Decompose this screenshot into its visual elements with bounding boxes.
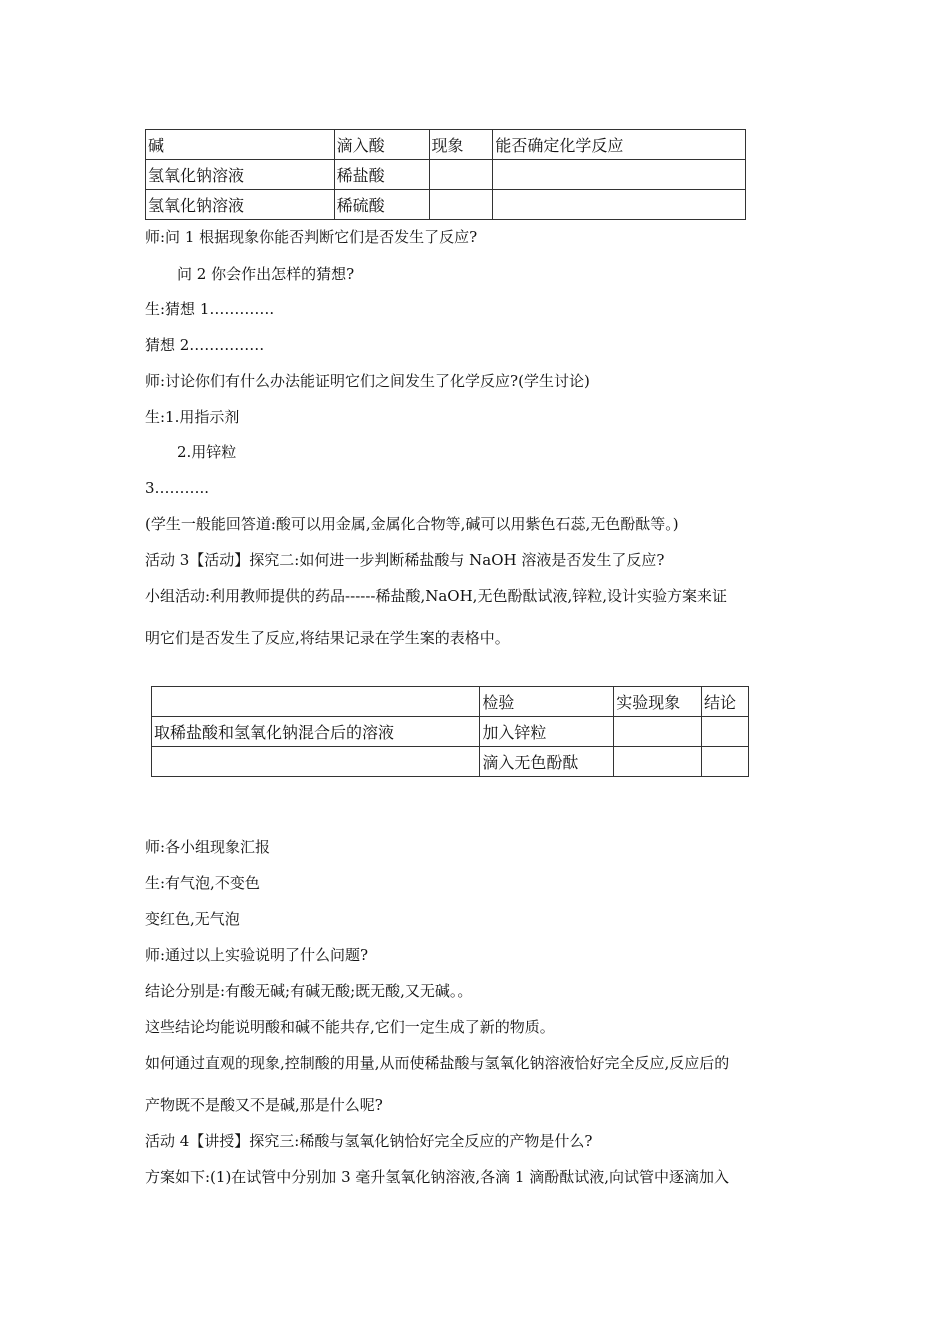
table-cell: 能否确定化学反应 (493, 130, 746, 160)
table-cell: 氢氧化钠溶液 (146, 190, 335, 220)
paragraph: 问 2 你会作出怎样的猜想? (177, 265, 355, 283)
paragraph: 生:有气泡,不变色 (145, 874, 260, 892)
table-cell: 稀盐酸 (334, 160, 429, 190)
paragraph: 小组活动:利用教师提供的药品------稀盐酸,NaOH,无色酚酞试液,锌粒,设计实验方案来证 (145, 587, 727, 605)
table-row (146, 130, 746, 160)
table-cell: 检验 (480, 687, 614, 717)
table-row (152, 687, 749, 717)
paragraph: 活动 3【活动】探究二:如何进一步判断稀盐酸与 NaOH 溶液是否发生了反应? (145, 551, 665, 569)
table-cell: 实验现象 (614, 687, 702, 717)
paragraph: 师:讨论你们有什么办法能证明它们之间发生了化学反应?(学生讨论) (145, 372, 590, 390)
paragraph: 结论分别是:有酸无碱;有碱无酸;既无酸,又无碱。。 (145, 982, 473, 1000)
paragraph: 2.用锌粒 (177, 443, 237, 461)
table-row (146, 160, 746, 190)
paragraph: 方案如下:(1)在试管中分别加 3 毫升氢氧化钠溶液,各滴 1 滴酚酞试液,向试管中逐滴加入 (145, 1168, 730, 1186)
table-row (152, 747, 749, 777)
paragraph: 师:各小组现象汇报 (145, 838, 271, 856)
table-cell: 加入锌粒 (480, 717, 614, 747)
table-cell: 现象 (429, 130, 493, 160)
table-cell (702, 717, 749, 747)
table-cell: 稀硫酸 (334, 190, 429, 220)
table-cell (429, 190, 493, 220)
paragraph: 如何通过直观的现象,控制酸的用量,从而使稀盐酸与氢氧化钠溶液恰好完全反应,反应后的 (145, 1054, 730, 1072)
table-cell (614, 747, 702, 777)
paragraph: 猜想 2…………… (145, 336, 265, 354)
paragraph: 生:猜想 1…………. (145, 300, 275, 318)
table-cell (702, 747, 749, 777)
paragraph: (学生一般能回答道:酸可以用金属,金属化合物等,碱可以用紫色石蕊,无色酚酞等。) (145, 515, 679, 533)
paragraph: 3……….. (145, 479, 210, 497)
table-cell: 结论 (702, 687, 749, 717)
paragraph: 明它们是否发生了反应,将结果记录在学生案的表格中。 (145, 629, 510, 647)
table-row (146, 190, 746, 220)
table-cell (152, 747, 480, 777)
table-cell: 取稀盐酸和氢氧化钠混合后的溶液 (152, 717, 480, 747)
table-cell (614, 717, 702, 747)
table-cell: 滴入酸 (334, 130, 429, 160)
table-cell: 氢氧化钠溶液 (146, 160, 335, 190)
table-row (152, 717, 749, 747)
paragraph: 师:问 1 根据现象你能否判断它们是否发生了反应? (145, 228, 478, 246)
table-cell (152, 687, 480, 717)
paragraph: 师:通过以上实验说明了什么问题? (145, 946, 369, 964)
table-cell: 碱 (146, 130, 335, 160)
paragraph: 活动 4【讲授】探究三:稀酸与氢氧化钠恰好完全反应的产物是什么? (145, 1132, 593, 1150)
table-cell (493, 160, 746, 190)
reaction-table (145, 129, 746, 220)
table-cell: 滴入无色酚酞 (480, 747, 614, 777)
paragraph: 变红色,无气泡 (145, 910, 240, 928)
table-cell (429, 160, 493, 190)
paragraph: 产物既不是酸又不是碱,那是什么呢? (145, 1096, 383, 1114)
paragraph: 生:1.用指示剂 (145, 408, 240, 426)
experiment-table (151, 686, 749, 777)
table-cell (493, 190, 746, 220)
paragraph: 这些结论均能说明酸和碱不能共存,它们一定生成了新的物质。 (145, 1018, 555, 1036)
